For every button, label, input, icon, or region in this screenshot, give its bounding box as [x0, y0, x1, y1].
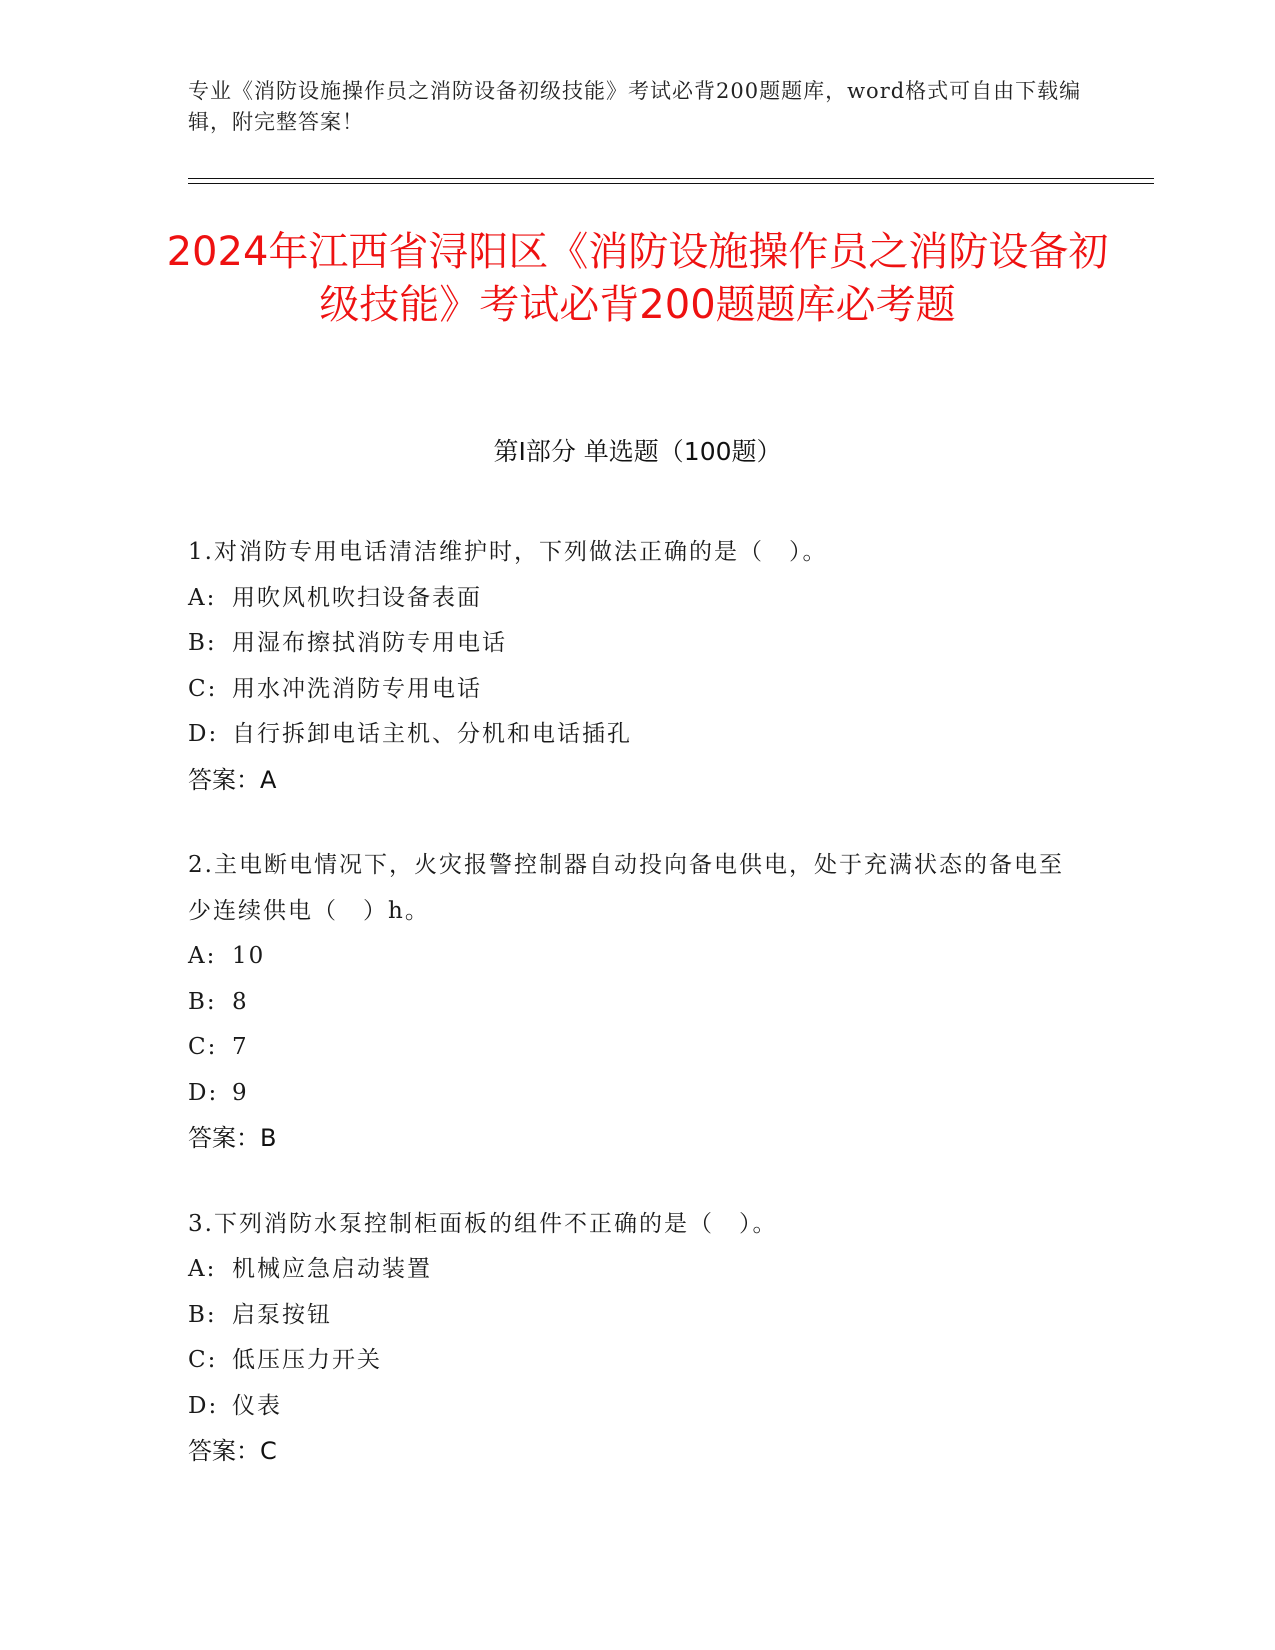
option-letter: A:: [188, 584, 217, 611]
option-letter: C:: [188, 675, 218, 702]
question-stem: 1.对消防专用电话清洁维护时，下列做法正确的是（ ）。: [188, 539, 828, 565]
option-text: 仪表: [232, 1392, 282, 1419]
option-letter: A:: [188, 943, 217, 969]
option-letter: D:: [188, 721, 219, 747]
option-a: [188, 1247, 1088, 1293]
question-1: [188, 530, 1088, 803]
option-b: [188, 621, 1088, 667]
section-title: 第Ⅰ部分 单选题（100题）: [493, 437, 782, 466]
option-text: 用水冲洗消防专用电话: [232, 675, 482, 702]
option-a: [188, 934, 1088, 980]
option-letter: D:: [188, 1392, 219, 1419]
question-stem: 3.下列消防水泵控制柜面板的组件不正确的是（ ）。: [188, 1210, 778, 1237]
header-note: 专业《消防设施操作员之消防设备初级技能》考试必背200题题库，word格式可自由下载编辑，附完整答案！: [188, 79, 1082, 134]
option-text: 7: [232, 1034, 249, 1060]
option-c: [188, 667, 1088, 713]
option-letter: A:: [188, 1256, 217, 1282]
option-letter: B:: [188, 630, 217, 656]
option-letter: C:: [188, 1347, 218, 1373]
option-text: 8: [232, 988, 249, 1015]
question-2: [188, 843, 1088, 1162]
option-text: 9: [232, 1079, 249, 1106]
answer-line: 答案：A: [188, 765, 277, 794]
option-b: [188, 1293, 1088, 1339]
option-letter: C:: [188, 1034, 218, 1060]
question-stem: 2.主电断电情况下，火灾报警控制器自动投向备电供电，处于充满状态的备电至少连续供电（ ）h。: [188, 852, 1064, 924]
option-c: [188, 1338, 1088, 1384]
answer-line: 答案：C: [188, 1437, 277, 1465]
question-3: [188, 1202, 1088, 1475]
option-text: 机械应急启动装置: [232, 1256, 432, 1282]
option-text: 用湿布擦拭消防专用电话: [232, 630, 507, 656]
answer-line: 答案：B: [188, 1124, 277, 1152]
option-a: [188, 576, 1088, 622]
option-text: 自行拆卸电话主机、分机和电话插孔: [232, 721, 632, 747]
option-text: 启泵按钮: [232, 1301, 332, 1328]
document-title: 2024年江西省浔阳区《消防设施操作员之消防设备初级技能》考试必背200题题库必考题: [166, 229, 1109, 328]
option-text: 10: [232, 943, 266, 969]
header-divider-bottom: [188, 183, 1154, 184]
option-letter: B:: [188, 1301, 217, 1328]
option-text: 低压压力开关: [232, 1347, 382, 1373]
question-list: [188, 530, 1088, 1515]
option-d: [188, 1384, 1088, 1430]
header-divider-top: [188, 178, 1154, 179]
option-b: [188, 980, 1088, 1026]
option-d: [188, 712, 1088, 758]
option-c: [188, 1025, 1088, 1071]
option-d: [188, 1071, 1088, 1117]
option-letter: D:: [188, 1079, 219, 1106]
option-letter: B:: [188, 988, 217, 1015]
option-text: 用吹风机吹扫设备表面: [232, 584, 482, 611]
